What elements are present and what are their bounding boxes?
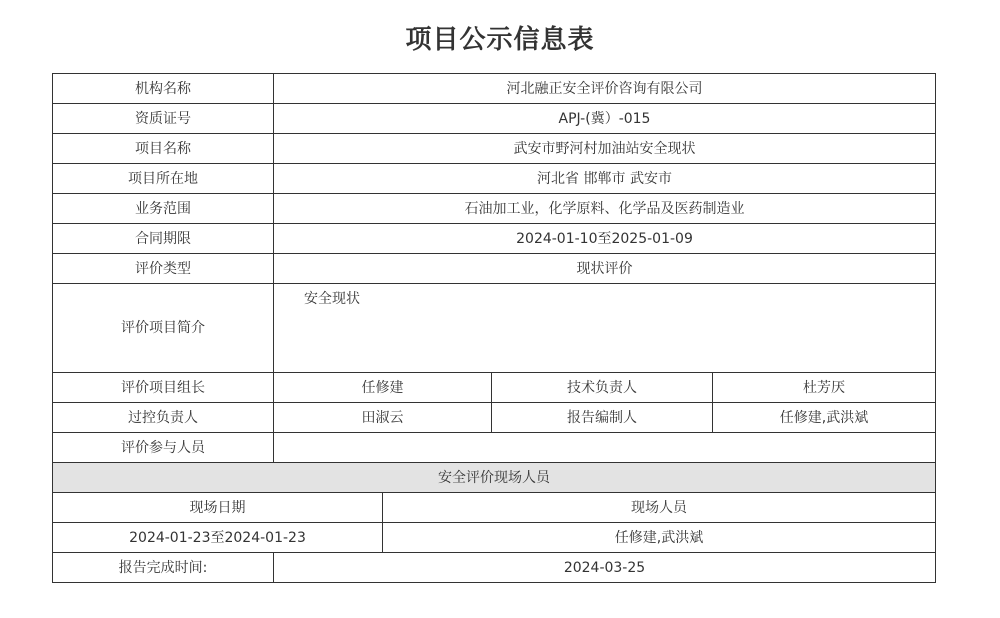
project-name-label: 项目名称: [53, 134, 274, 164]
page-title: 项目公示信息表: [405, 25, 595, 55]
report-done-value: 2024-03-25: [274, 553, 936, 583]
onsite-section-header: 安全评价现场人员: [53, 463, 936, 493]
eval-type-value: 现状评价: [274, 254, 936, 284]
org-name-label: 机构名称: [53, 74, 274, 104]
table-row: [53, 164, 936, 194]
onsite-date-value: 2024-01-23至2024-01-23: [53, 523, 383, 553]
onsite-staff-value: 任修建,武洪斌: [383, 523, 936, 553]
table-row: [53, 553, 936, 583]
table-row: [53, 284, 936, 373]
table-row: [53, 403, 936, 433]
report-author-label: 报告编制人: [492, 403, 713, 433]
onsite-staff-header: 现场人员: [383, 493, 936, 523]
location-value: 河北省 邯郸市 武安市: [274, 164, 936, 194]
participants-value: [274, 433, 936, 463]
cert-no-label: 资质证号: [53, 104, 274, 134]
table-row: [53, 194, 936, 224]
process-control-label: 过控负责人: [53, 403, 274, 433]
table-row: [53, 523, 936, 553]
cert-no-value: APJ-(冀）-015: [274, 104, 936, 134]
tech-lead-value: 杜芳厌: [713, 373, 936, 403]
process-control-value: 田淑云: [274, 403, 492, 433]
contract-period-label: 合同期限: [53, 224, 274, 254]
org-name-value: 河北融正安全评价咨询有限公司: [274, 74, 936, 104]
eval-type-label: 评价类型: [53, 254, 274, 284]
brief-label: 评价项目简介: [53, 284, 274, 373]
business-scope-label: 业务范围: [53, 194, 274, 224]
onsite-date-header: 现场日期: [53, 493, 383, 523]
business-scope-value: 石油加工业，化学原料、化学品及医药制造业: [274, 194, 936, 224]
table-row: [53, 493, 936, 523]
table-row: [53, 104, 936, 134]
project-info-table: [52, 73, 936, 583]
team-leader-label: 评价项目组长: [53, 373, 274, 403]
table-row: [53, 373, 936, 403]
team-leader-value: 任修建: [274, 373, 492, 403]
table-row: [53, 463, 936, 493]
tech-lead-label: 技术负责人: [492, 373, 713, 403]
table-row: [53, 74, 936, 104]
contract-period-value: 2024-01-10至2025-01-09: [274, 224, 936, 254]
report-author-value: 任修建,武洪斌: [713, 403, 936, 433]
project-name-value: 武安市野河村加油站安全现状: [274, 134, 936, 164]
table-row: [53, 433, 936, 463]
participants-label: 评价参与人员: [53, 433, 274, 463]
brief-value: 安全现状: [274, 284, 936, 373]
table-row: [53, 254, 936, 284]
location-label: 项目所在地: [53, 164, 274, 194]
table-row: [53, 134, 936, 164]
report-done-label: 报告完成时间:: [53, 553, 274, 583]
table-row: [53, 224, 936, 254]
